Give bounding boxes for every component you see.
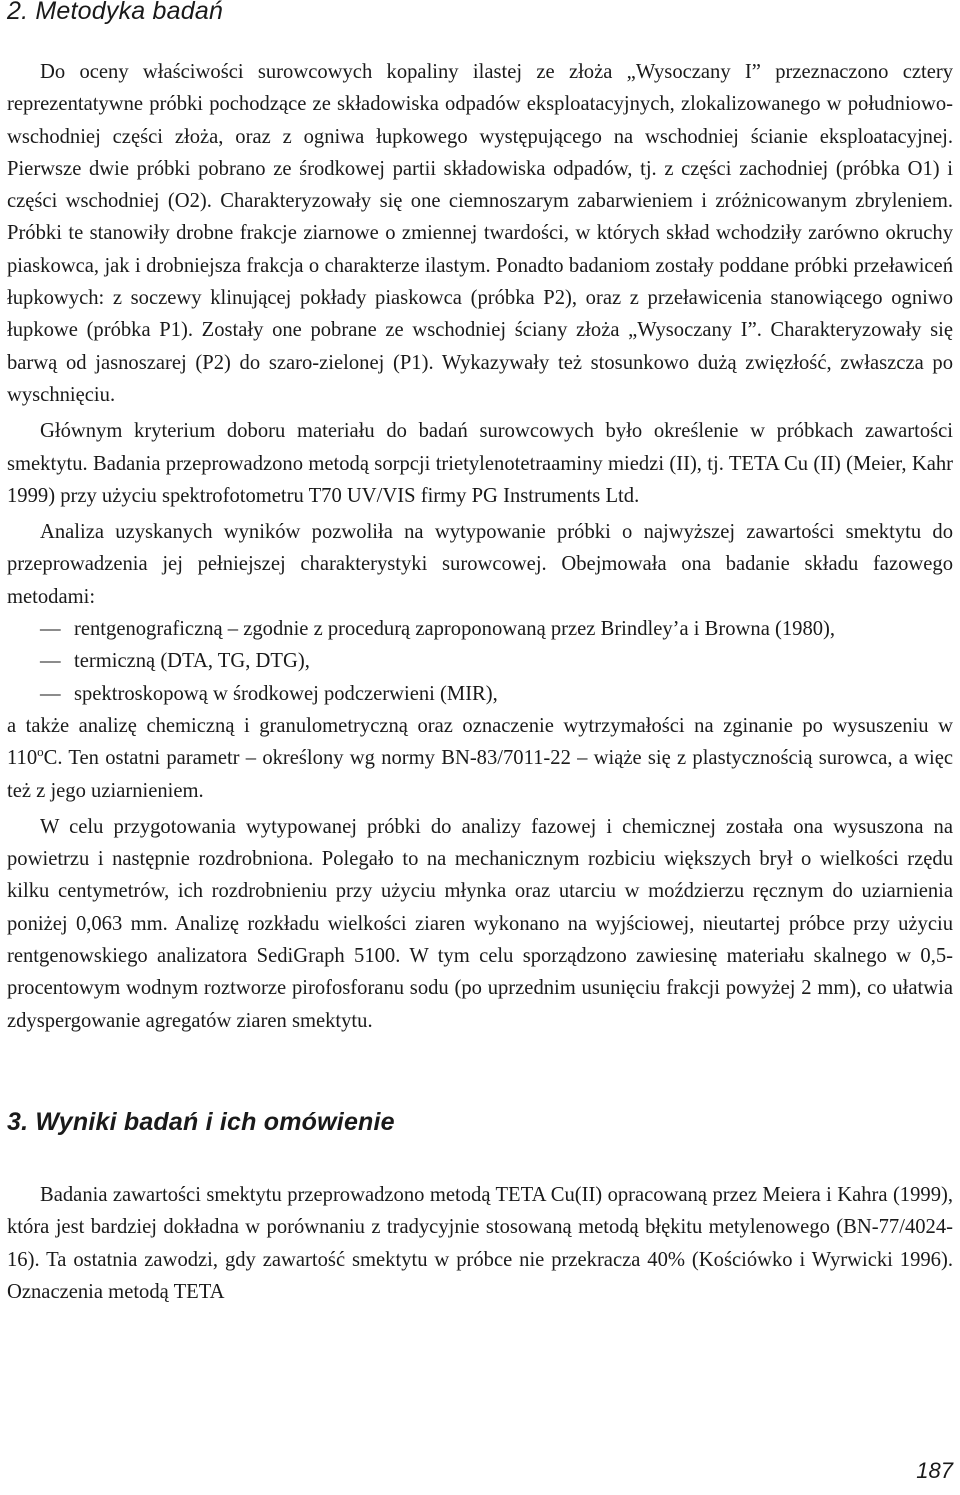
section-heading-methods: 2. Metodyka badań — [7, 0, 224, 25]
page-number: 187 — [916, 1458, 953, 1483]
paragraph-samples: Do oceny właściwości surowcowych kopaliny ilastej ze złoża „Wysoczany I” przeznaczono cztery reprezentatywne próbki pochodzące ze składowiska odpadów eksploatacyjnych, zlokalizowanego w południowo-wschodniej części złoża, oraz z ogniwa łupkowego występującego na wschodniej ścianie eksploatacyjnej. Pierwsze dwie próbki pobrano ze środkowej partii składowiska odpadów, tj. z części zachodniej (próbka O1) i części wschodniej (O2). Charakteryzowały się one ciemnoszarym zabarwieniem i zróżnicowanym zbryleniem. Próbki te stanowiły drobne frakcje ziarnowe o zmiennej twardości, w których skład wchodziły zarówno okruchy piaskowca, jak i drobniejsza frakcja o charakterze ilastym. Ponadto badaniom zostały poddane próbki przeławiceń łupkowych: z soczewy klinującej pokłady piaskowca (próbka P2), oraz z przeławicenia stanowiącego ogniwo łupkowe (próbka P1). Zostały one pobrane ze wschodniej ściany złoża „Wysoczany I”. Charakteryzowały się barwą od jasnoszarej (P2) do szaro-zielonej (P1). Wykazywały też stosunkowo dużą zwięzłość, zwłaszcza po wyschnięciu. — [7, 61, 953, 406]
list-item — [7, 645, 953, 677]
methods-list — [7, 613, 953, 710]
list-dash: — — [40, 618, 61, 641]
paragraph-chemical-analysis — [7, 710, 953, 807]
list-item-text: spektroskopową w środkowej podczerwieni (MIR), — [74, 682, 498, 705]
section-heading-results: 3. Wyniki badań i ich omówienie — [7, 1107, 395, 1136]
paragraph-analysis-scope: Analiza uzyskanych wyników pozwoliła na wytypowanie próbki o najwyższej zawartości smektytu do przeprowadzenia jej pełniejszej charakterystyki surowcowej. Obejmowała ona badanie składu fazowego metodami: — [7, 521, 953, 608]
document-page — [7, 0, 953, 1308]
paragraph-sample-preparation: W celu przygotowania wytypowanej próbki do analizy fazowej i chemicznej została ona wysuszona na powietrzu i następnie rozdrobniona. Polegało to na mechanicznym rozbiciu większych brył o wielkości rzędu kilku centymetrów, ich rozdrobnieniu przy użyciu młynka oraz utarciu w moździerzu ręcznym do uziarnienia poniżej 0,063 mm. Analizę rozkładu wielkości ziaren wykonano na wyjściowej, nieutartej próbce przy użyciu rentgenowskiego analizatora SediGraph 5100. W tym celu sporządzono zawiesinę materiału skalnego w 0,5-procentowym wodnym roztworze pirofosforanu sodu (po uprzednim usunięciu frakcji powyżej 2 mm), co ułatwia zdyspergowanie agregatów ziaren smektytu. — [7, 815, 953, 1032]
list-item-text: rentgenograficzną – zgodnie z procedurą zaproponowaną przez Brindley’a i Browna (1980), — [74, 618, 836, 641]
list-item — [7, 678, 953, 710]
list-dash: — — [40, 682, 61, 705]
paragraph-results: Badania zawartości smektytu przeprowadzono metodą TETA Cu(II) opracowaną przez Meiera i Kahra (1999), która jest bardziej dokładna w porównaniu z tradycyjnie stosowaną metodą błękitu metylenowego (BN-77/4024-16). Ta ostatnia zawodzi, gdy zawartość smektytu w próbce nie przekracza 40% (Kościówko i Wyrwicki 1996). Oznaczenia metodą TETA — [7, 1183, 953, 1303]
degree-superscript: o — [37, 744, 44, 760]
paragraph-chemical-analysis-start: a także analizę chemiczną i granulometryczną oraz oznaczenie wytrzymałości na zginanie po wysuszeniu w 110 — [7, 714, 953, 770]
list-dash: — — [40, 650, 61, 673]
paragraph-smectite-criterion: Głównym kryterium doboru materiału do badań surowcowych było określenie w próbkach zawartości smektytu. Badania przeprowadzono metodą sorpcji trietylenotetraaminy miedzi (II), tj. TETA Cu (II) (Meier, Kahr 1999) przy użyciu spektrofotometru T70 UV/VIS firmy PG Instruments Ltd. — [7, 420, 953, 507]
paragraph-chemical-analysis-end: C. Ten ostatni parametr – określony wg normy BN-83/7011-22 – wiąże się z plastycznością surowca, a więc też z jego uziarnieniem. — [7, 747, 953, 802]
list-item-text: termiczną (DTA, TG, DTG), — [74, 650, 310, 673]
list-item — [7, 613, 953, 645]
